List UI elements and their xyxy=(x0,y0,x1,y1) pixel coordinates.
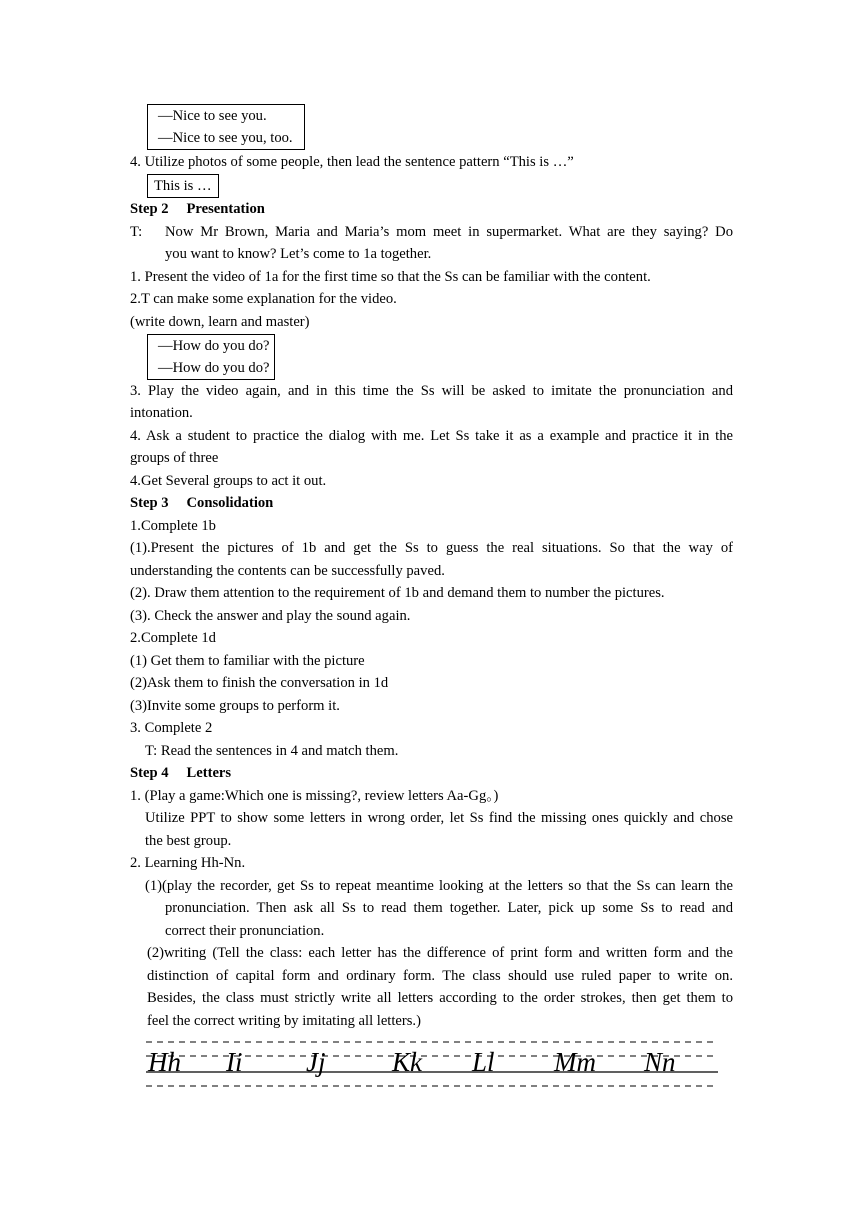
teacher-line-1 xyxy=(130,221,733,243)
handwritten-letter-pair: Mm xyxy=(554,1047,596,1077)
handwritten-letter-pair: Nn xyxy=(644,1047,676,1077)
step2-item-2: 2.T can make some explanation for the video. xyxy=(130,291,397,307)
step3-item-2a: (1) Get them to familiar with the picture xyxy=(130,653,365,669)
dialog-line: —Nice to see you. xyxy=(158,108,267,124)
step3-item-2b: (2)Ask them to finish the conversation in 1d xyxy=(130,675,389,691)
sentence-pattern-text: This is … xyxy=(154,178,212,194)
step4-item-2: 2. Learning Hh-Nn. xyxy=(130,855,246,871)
handwritten-letter-pair: Jj xyxy=(306,1047,326,1077)
dialog-line: —Nice to see you, too. xyxy=(158,130,293,146)
step-number: Step 3 xyxy=(130,495,169,511)
step2-item-4-line2: groups of three xyxy=(130,450,219,466)
item-4-sentence-pattern: 4. Utilize photos of some people, then lead the sentence pattern “This is …” xyxy=(130,154,574,170)
step4-item-2a-line3: correct their pronunciation. xyxy=(165,923,325,939)
handwritten-letter-pair: Ii xyxy=(226,1047,243,1077)
handwritten-letter-pair: Ll xyxy=(472,1047,495,1077)
dialog-box-nice-to-see-you xyxy=(147,104,305,150)
step2-item-3-line2: intonation. xyxy=(130,405,193,421)
dialog-line: —How do you do? xyxy=(158,338,270,354)
step2-item-4b: 4.Get Several groups to act it out. xyxy=(130,473,327,489)
step3-item-2c: (3)Invite some groups to perform it. xyxy=(130,698,340,714)
step-number: Step 4 xyxy=(130,765,169,781)
step-number: Step 2 xyxy=(130,201,169,217)
step4-item-2b-line2: distinction of capital form and ordinary form. The class should use ruled paper to write on. xyxy=(147,968,733,984)
step2-note: (write down, learn and master) xyxy=(130,314,310,330)
handwritten-letter-pair: Hh xyxy=(148,1047,181,1077)
step3-item-3: 3. Complete 2 xyxy=(130,720,213,736)
step4-item-1: 1. (Play a game:Which one is missing?, review letters Aa-Gg。) xyxy=(130,788,499,804)
dialog-line: —How do you do? xyxy=(158,360,270,376)
step4-item-1a-line1: Utilize PPT to show some letters in wrong order, let Ss find the missing ones quickly and chose xyxy=(145,810,733,826)
step4-item-2a-line1: (1)(play the recorder, get Ss to repeat meantime looking at the letters so that the Ss can learn the xyxy=(145,878,733,894)
step-title: Consolidation xyxy=(186,495,274,511)
step4-item-2b-line1: (2)writing (Tell the class: each letter has the difference of print form and written form and the xyxy=(147,945,733,961)
step2-item-1: 1. Present the video of 1a for the first time so that the Ss can be familiar with the content. xyxy=(130,269,651,285)
step-4-heading xyxy=(130,762,231,784)
step4-item-1a-line2: the best group. xyxy=(145,833,232,849)
step4-item-2b-line3: Besides, the class must strictly write all letters according to the order strokes, then get them to xyxy=(147,990,733,1006)
step3-item-3a: T: Read the sentences in 4 and match them. xyxy=(145,743,399,759)
dialog-box-how-do-you-do xyxy=(147,334,275,380)
step-title: Presentation xyxy=(186,201,265,217)
step-2-heading xyxy=(130,198,265,220)
step3-item-1: 1.Complete 1b xyxy=(130,518,216,534)
step3-item-1c: (3). Check the answer and play the sound again. xyxy=(130,608,411,624)
handwritten-letter-pair: Kk xyxy=(392,1047,422,1077)
teacher-label: T: xyxy=(130,224,143,240)
step2-item-3-line1: 3. Play the video again, and in this time the Ss will be asked to imitate the pronunciation and xyxy=(130,383,733,399)
teacher-line-2: you want to know? Let’s come to 1a together. xyxy=(165,246,432,262)
step4-item-2b-line4: feel the correct writing by imitating all letters.) xyxy=(147,1013,421,1029)
step3-item-1a-line1: (1).Present the pictures of 1b and get the Ss to guess the real situations. So that the way of xyxy=(130,540,733,556)
sentence-pattern-box xyxy=(147,174,219,198)
step3-item-1b: (2). Draw them attention to the requirement of 1b and demand them to number the pictures. xyxy=(130,585,665,601)
handwriting-practice-strip xyxy=(146,1036,718,1092)
step3-item-1a-line2: understanding the contents can be successfully paved. xyxy=(130,563,445,579)
step-3-heading xyxy=(130,492,273,514)
step3-item-2: 2.Complete 1d xyxy=(130,630,216,646)
step4-item-2a-line2: pronunciation. Then ask all Ss to read them together. Later, pick up some Ss to read and xyxy=(165,900,733,916)
teacher-text: Now Mr Brown, Maria and Maria’s mom meet in supermarket. What are they saying? Do xyxy=(165,224,733,240)
step2-item-4-line1: 4. Ask a student to practice the dialog with me. Let Ss take it as a example and practice it in the xyxy=(130,428,733,444)
step-title: Letters xyxy=(186,765,232,781)
